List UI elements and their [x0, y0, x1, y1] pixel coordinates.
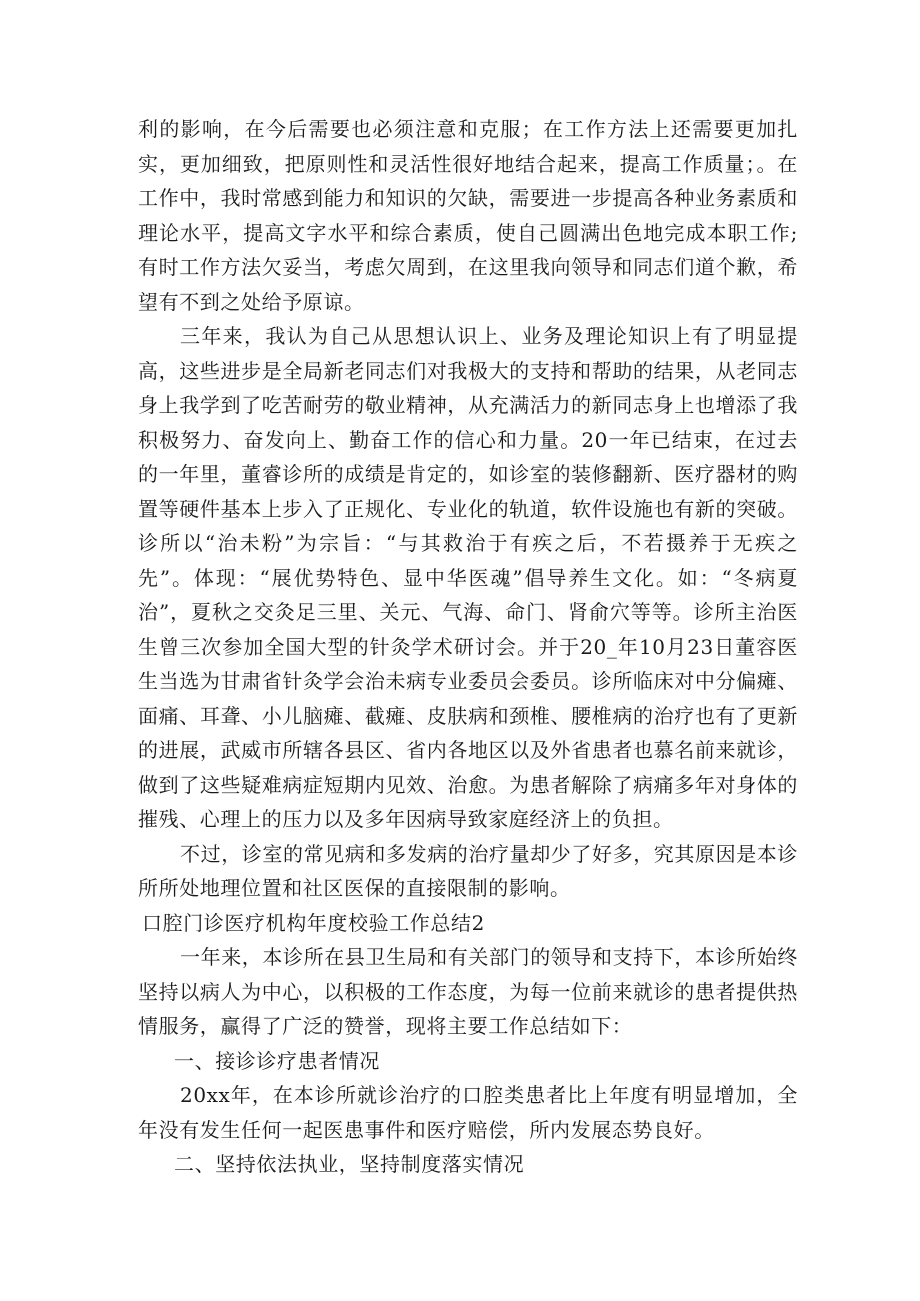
paragraph-patients: 20xx年，在本诊所就诊治疗的口腔类患者比上年度有明显增加，全年没有发生任何一起医患事件和医疗赔偿，所内发展态势良好。 [138, 1083, 798, 1142]
paragraph-however: 不过，诊室的常见病和多发病的治疗量却少了好多，究其原因是本诊所所处地理位置和社区医保的直接限制的影响。 [138, 841, 798, 900]
document-body [138, 112, 798, 1182]
paragraph-continuation: 利的影响，在今后需要也必须注意和克服；在工作方法上还需要更加扎实，更加细致，把原则性和灵活性很好地结合起来，提高工作质量；。在工作中，我时常感到能力和知识的欠缺，需要进一步提高各种业务素质和理论水平，提高文字水平和综合素质，使自己圆满出色地完成本职工作;有时工作方法欠妥当，考虑欠周到，在这里我向领导和同志们道个歉，希望有不到之处给予原谅。 [138, 117, 798, 314]
paragraph-intro: 一年来，本诊所在县卫生局和有关部门的领导和支持下，本诊所始终坚持以病人为中心，以积极的工作态度，为每一位前来就诊的患者提供热情服务，赢得了广泛的赞誉，现将主要工作总结如下： [138, 945, 798, 1038]
subheading-compliance: 二、坚持依法执业，坚持制度落实情况 [174, 1152, 525, 1176]
paragraph-three-years: 三年来，我认为自己从思想认识上、业务及理论知识上有了明显提高，这些进步是全局新老同志们对我极大的支持和帮助的结果，从老同志身上我学到了吃苦耐劳的敬业精神，从充满活力的新同志身上也增添了我积极努力、奋发向上、勤奋工作的信心和力量。20一年已结束，在过去的一年里，董睿诊所的成绩是肯定的，如诊室的装修翻新、医疗器材的购置等硬件基本上步入了正规化、专业化的轨道，软件设施也有新的突破。诊所以“治未粉”为宗旨：“与其救治于有疾之后，不若摄养于无疾之先”。体现：“展优势特色、显中华医魂”倡导养生文化。如：“冬病夏治”，夏秋之交灸足三里、关元、气海、命门、肾俞穴等等。诊所主治医生曾三次参加全国大型的针灸学术研讨会。并于20_年10月23日董容医生当选为甘肃省针灸学会治未病专业委员会委员。诊所临床对中分偏瘫、面痛、耳聋、小儿脑瘫、截瘫、皮肤病和颈椎、腰椎病的治疗也有了更新的进展，武威市所辖各县区、省内各地区以及外省患者也慕名前来就诊，做到了这些疑难病症短期内见效、治愈。为患者解除了病痛多年对身体的摧残、心理上的压力以及多年因病导致家庭经济上的负担。 [138, 324, 798, 831]
subheading-patients: 一、接诊诊疗患者情况 [174, 1048, 380, 1073]
section-title: 口腔门诊医疗机构年度校验工作总结2 [142, 910, 485, 935]
